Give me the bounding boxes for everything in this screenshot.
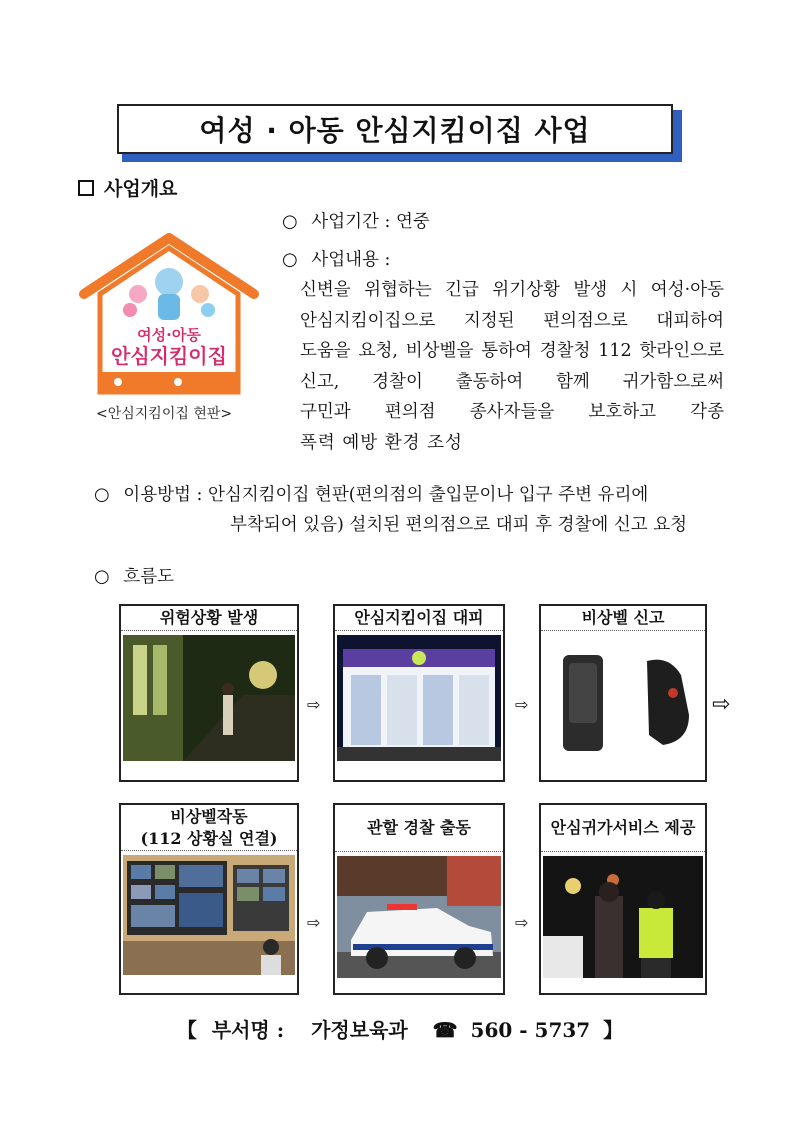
flow-step-label-group (121, 805, 297, 851)
circle-bullet-icon: ○ (282, 249, 298, 270)
flow-step-bell (539, 604, 707, 782)
content-line: 신변을 위협하는 긴급 위기상황 발생 시 여성·아동 (300, 280, 724, 300)
content-line: 안심지킴이집으로 지정된 편의점으로 대피하여 (300, 310, 724, 331)
flow-step-police (333, 803, 505, 995)
emergency-bell-image (543, 635, 703, 761)
department-name: 가정보육과 (311, 1018, 408, 1042)
department-label: 부서명 : (211, 1018, 285, 1042)
circle-bullet-icon: ○ (282, 211, 298, 232)
bracket-open: 【 (176, 1018, 197, 1042)
bracket-close: 】 (603, 1018, 624, 1042)
content-line: 신고, 경찰이 출동하여 함께 귀가함으로써 (300, 371, 724, 392)
night-street-image (123, 635, 295, 761)
police-car-image (337, 856, 501, 978)
phone-number: 560 - 5737 (470, 1018, 591, 1042)
flow-heading-row (94, 563, 174, 588)
phone-icon: ☎ (432, 1018, 458, 1042)
period-text: 사업기간 : 연중 (311, 212, 430, 232)
flow-heading: 흐름도 (123, 567, 175, 587)
control-room-image (123, 855, 295, 975)
flow-step-bell-activate (119, 803, 299, 995)
flow-step-label: 안심귀가서비스 제공 (541, 805, 705, 852)
content-body (300, 275, 724, 459)
usage-text-line1: 이용방법 : 안심지킴이집 현판(편의점의 출입문이나 입구 주변 유리에 (123, 485, 649, 505)
period-row (282, 208, 430, 233)
flow-step-label: 비상벨작동 (170, 807, 248, 826)
circle-bullet-icon: ○ (94, 484, 110, 505)
page-title: 여성 · 아동 안심지킴이집 사업 (117, 104, 673, 154)
usage-row-1 (94, 481, 648, 506)
circle-bullet-icon: ○ (94, 566, 110, 587)
flow-step-escort (539, 803, 707, 995)
section-heading (78, 174, 177, 201)
flow-step-label: 비상벨 신고 (541, 606, 705, 631)
footer-department (0, 1014, 800, 1043)
escort-service-image (543, 856, 703, 978)
arrow-right-icon: ⇨ (307, 695, 321, 714)
arrow-right-icon: ⇨ (515, 913, 529, 932)
logo-title-line2: 안심지킴이집 (111, 344, 227, 368)
flow-step-label: 관할 경찰 출동 (335, 805, 503, 852)
content-line: 구민과 편의점 종사자들을 보호하고 각종 (300, 402, 724, 423)
flow-step-label-sub: (112 상황실 연결) (140, 829, 278, 848)
flow-step-danger (119, 604, 299, 782)
square-icon (78, 180, 94, 196)
flow-step-label: 안심지킴이집 대피 (335, 606, 503, 631)
flow-step-shelter (333, 604, 505, 782)
logo-caption: <안심지킴이집 현판> (96, 406, 233, 422)
content-label-row (282, 246, 390, 271)
arrow-right-icon: ⇨ (712, 692, 731, 717)
flow-step-label: 위험상황 발생 (121, 606, 297, 631)
section-heading-text: 사업개요 (104, 178, 178, 200)
arrow-right-icon: ⇨ (307, 913, 321, 932)
content-label: 사업내용 : (311, 250, 391, 270)
convenience-store-image (337, 635, 501, 761)
logo-title-line1: 여성·아동 (137, 326, 201, 344)
arrow-right-icon: ⇨ (515, 695, 529, 714)
usage-text-line2: 부착되어 있음) 설치된 편의점으로 대피 후 경찰에 신고 요청 (230, 515, 688, 535)
safe-house-logo (78, 232, 260, 402)
content-line: 도움을 요청, 비상벨을 통하여 경찰청 112 핫라인으로 (300, 341, 724, 362)
content-line: 폭력 예방 환경 조성 (300, 432, 463, 453)
